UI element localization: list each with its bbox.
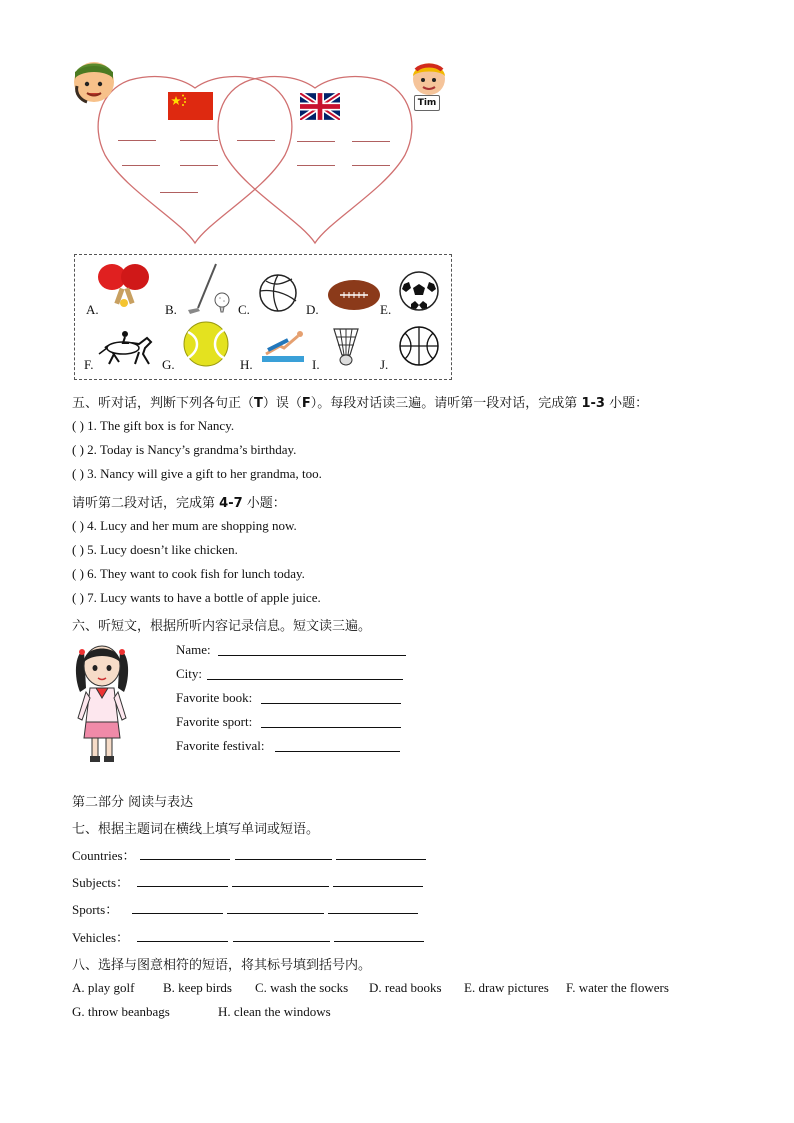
question-3: ( ) 3. Nancy will give a gift to her grandma, too.: [72, 466, 322, 481]
option-h: H. clean the windows: [218, 1004, 331, 1019]
tim-avatar-icon: [410, 60, 448, 96]
heart-blank[interactable]: [352, 165, 390, 166]
sport-field-label: Favorite sport:: [176, 714, 253, 729]
basketball-icon: [398, 325, 440, 367]
question-7: ( ) 7. Lucy wants to have a bottle of apple juice.: [72, 590, 321, 605]
option-label-g: G.: [162, 357, 175, 372]
heart-blank[interactable]: [352, 141, 390, 142]
horse-racing-icon: [95, 328, 157, 368]
ping-pong-icon: [95, 262, 153, 310]
sports-label: Sports：: [72, 902, 119, 917]
question-6: ( ) 6. They want to cook fish for lunch today.: [72, 566, 305, 581]
option-label-f: F.: [84, 357, 94, 372]
subjects-label: Subjects：: [72, 875, 130, 890]
heart-blank[interactable]: [297, 141, 335, 142]
option-label-c: C.: [238, 302, 250, 317]
section6-title: 六、听短文，根据所听内容记录信息。短文读三遍。: [72, 619, 372, 634]
option-f: F. water the flowers: [566, 980, 669, 995]
question-2: ( ) 2. Today is Nancy’s grandma’s birthday.: [72, 442, 297, 457]
diving-icon: [258, 326, 308, 366]
vehicles-label: Vehicles：: [72, 930, 130, 945]
vehicles-blank-3[interactable]: [334, 941, 424, 942]
tennis-ball-icon: [182, 320, 230, 368]
golf-icon: [182, 262, 234, 316]
tim-name-tag: Tim: [414, 95, 440, 111]
section5-sub-title: 请听第二段对话，完成第 4-7 小题：: [72, 496, 286, 511]
countries-label: Countries：: [72, 848, 136, 863]
heart-blank[interactable]: [297, 165, 335, 166]
section7-title: 七、根据主题词在横线上填写单词或短语。: [72, 822, 320, 837]
boy-avatar-icon: [73, 60, 115, 104]
rugby-ball-icon: [326, 278, 382, 312]
option-label-e: E.: [380, 302, 392, 317]
part2-heading: 第二部分 阅读与表达: [72, 795, 194, 810]
question-1: ( ) 1. The gift box is for Nancy.: [72, 418, 235, 433]
option-label-d: D.: [306, 302, 319, 317]
favorite-book-input[interactable]: [261, 703, 401, 704]
girl-illustration-icon: [72, 638, 132, 766]
name-field-label: Name:: [176, 642, 211, 657]
heart-blank[interactable]: [180, 165, 218, 166]
option-a: A. play golf: [72, 980, 135, 995]
sports-blank-3[interactable]: [328, 913, 418, 914]
heart-blank[interactable]: [180, 140, 218, 141]
vehicles-blank-2[interactable]: [233, 941, 330, 942]
favorite-sport-input[interactable]: [261, 727, 401, 728]
section5-title: 五、听对话，判断下列各句正（T）误（F）。每段对话读三遍。请听第一段对话，完成第 1-3 小题：: [72, 396, 649, 411]
city-field-label: City:: [176, 666, 203, 681]
volleyball-icon: [258, 273, 298, 313]
option-d: D. read books: [369, 980, 442, 995]
countries-blank-3[interactable]: [336, 859, 426, 860]
shuttlecock-icon: [328, 325, 364, 369]
option-label-j: J.: [380, 357, 389, 372]
countries-blank-1[interactable]: [140, 859, 230, 860]
option-g: G. throw beanbags: [72, 1004, 170, 1019]
countries-blank-2[interactable]: [235, 859, 332, 860]
section8-title: 八、选择与图意相符的短语，将其标号填到括号内。: [72, 958, 372, 973]
option-label-h: H.: [240, 357, 253, 372]
sports-blank-2[interactable]: [227, 913, 324, 914]
heart-blank[interactable]: [122, 165, 160, 166]
name-input[interactable]: [218, 655, 406, 656]
festival-field-label: Favorite festival:: [176, 738, 265, 753]
subjects-blank-1[interactable]: [137, 886, 228, 887]
book-field-label: Favorite book:: [176, 690, 253, 705]
option-e: E. draw pictures: [464, 980, 549, 995]
subjects-blank-2[interactable]: [232, 886, 329, 887]
option-label-b: B.: [165, 302, 177, 317]
heart-blank[interactable]: [160, 192, 198, 193]
question-4: ( ) 4. Lucy and her mum are shopping now.: [72, 518, 297, 533]
uk-flag-icon: [300, 93, 340, 120]
question-5: ( ) 5. Lucy doesn’t like chicken.: [72, 542, 238, 557]
sports-blank-1[interactable]: [132, 913, 223, 914]
option-label-a: A.: [86, 302, 99, 317]
heart-blank[interactable]: [237, 140, 275, 141]
heart-blank[interactable]: [118, 140, 156, 141]
city-input[interactable]: [207, 679, 403, 680]
favorite-festival-input[interactable]: [275, 751, 400, 752]
option-b: B. keep birds: [163, 980, 232, 995]
option-label-i: I.: [312, 357, 320, 372]
venn-hearts: [60, 55, 460, 250]
soccer-ball-icon: [398, 270, 440, 312]
vehicles-blank-1[interactable]: [137, 941, 228, 942]
china-flag-icon: [168, 92, 213, 120]
option-c: C. wash the socks: [255, 980, 349, 995]
subjects-blank-3[interactable]: [333, 886, 423, 887]
